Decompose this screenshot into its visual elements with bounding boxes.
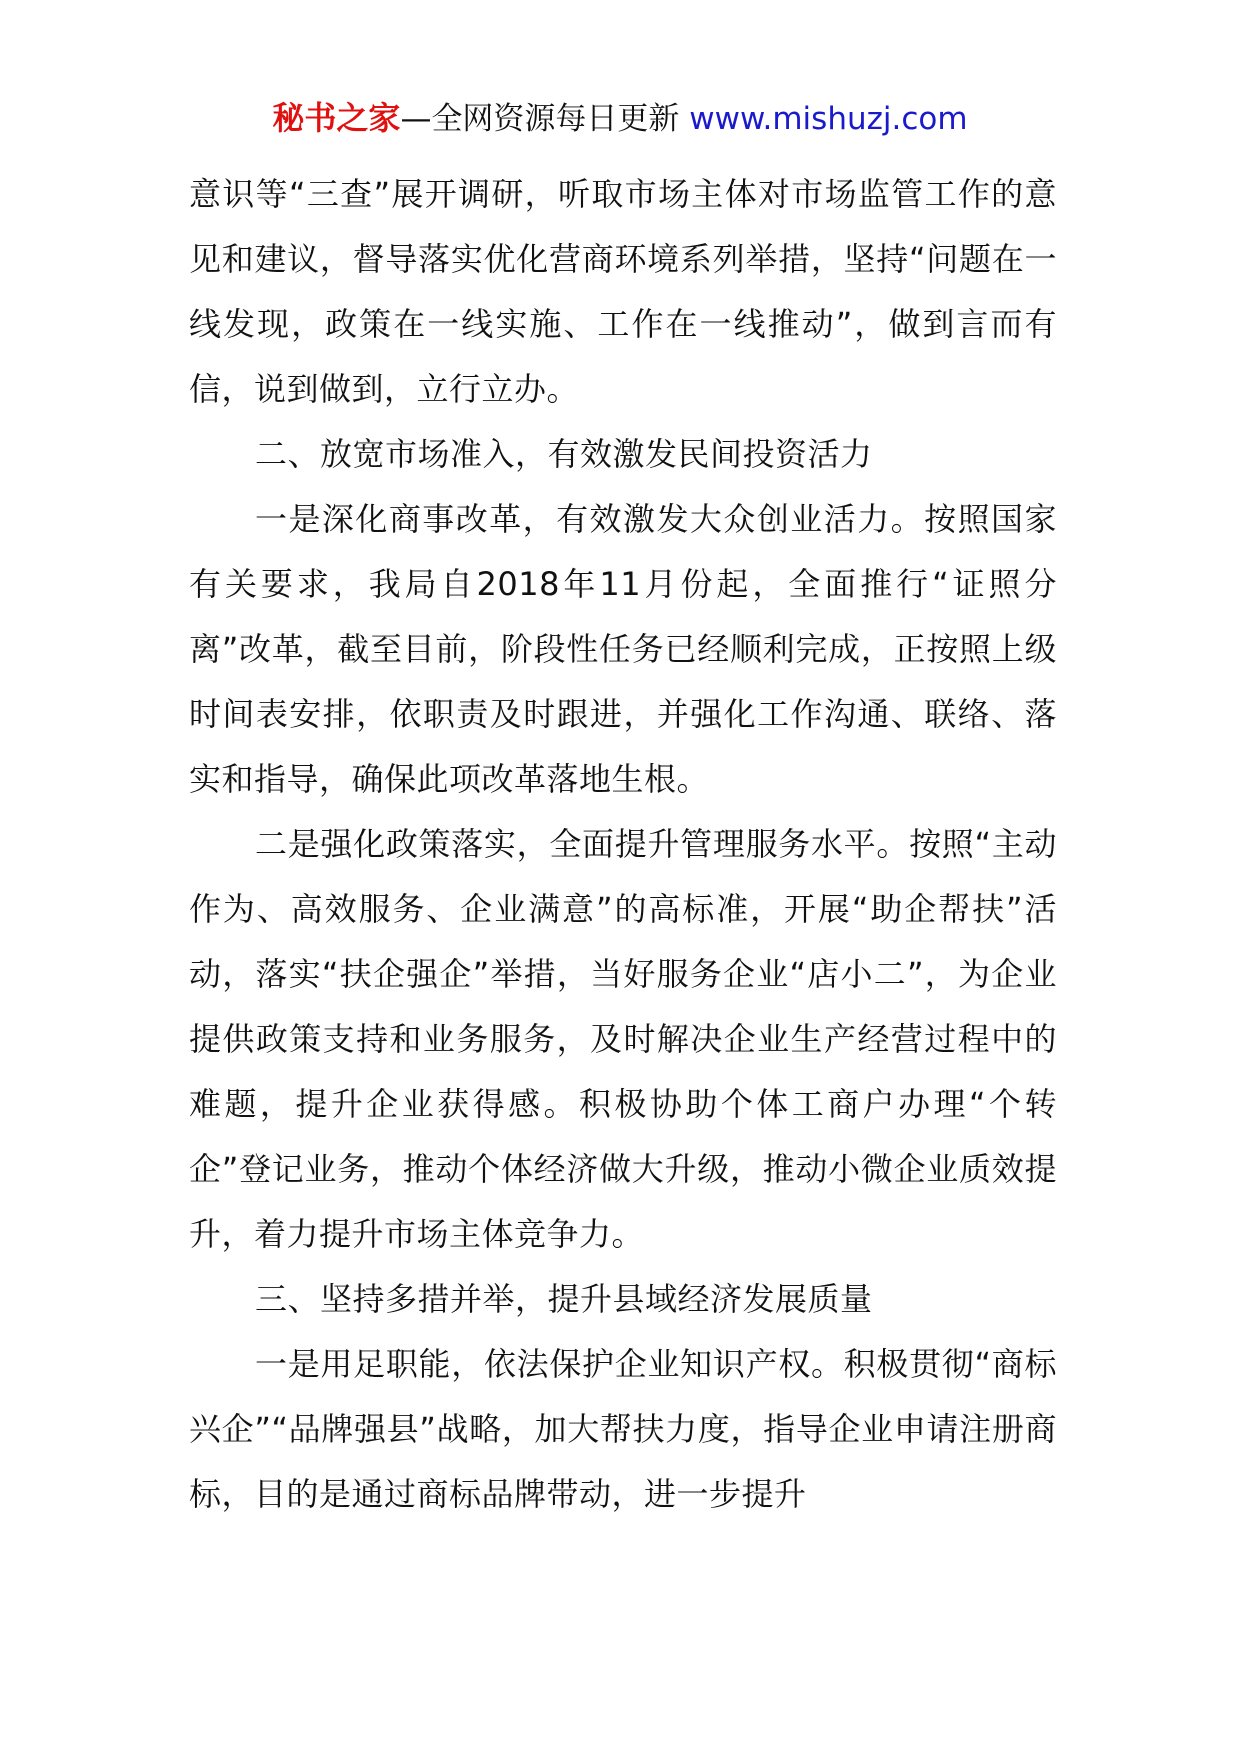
page-header [0, 96, 1240, 141]
section-heading-3: 三、坚持多措并举，提升县域经济发展质量 [255, 1280, 873, 1318]
paragraph-ip-protection: 一是用足职能，依法保护企业知识产权。积极贯彻“商标兴企”“品牌强县”战略，加大帮扶力度，指导企业申请注册商标，目的是通过商标品牌带动，进一步提升 [189, 1345, 1057, 1513]
paragraph-reform: 一是深化商事改革，有效激发大众创业活力。按照国家有关要求，我局自2018年11月份起，全面推行“证照分离”改革，截至目前，阶段性任务已经顺利完成，正按照上级时间表安排，依职责及时跟进，并强化工作沟通、联络、落实和指导，确保此项改革落地生根。 [189, 500, 1057, 798]
section-heading-2: 二、放宽市场准入，有效激发民间投资活力 [255, 435, 873, 473]
site-url-link[interactable]: www.mishuzj.com [679, 101, 968, 137]
site-brand: 秘书之家 [272, 99, 401, 137]
document-body [189, 162, 1057, 1527]
paragraph-policy: 二是强化政策落实，全面提升管理服务水平。按照“主动作为、高效服务、企业满意”的高标准，开展“助企帮扶”活动，落实“扶企强企”举措，当好服务企业“店小二”，为企业提供政策支持和业务服务，及时解决企业生产经营过程中的难题，提升企业获得感。积极协助个体工商户办理“个转企”登记业务，推动个体经济做大升级，推动小微企业质效提升，着力提升市场主体竞争力。 [189, 825, 1057, 1253]
site-slogan: —全网资源每日更新 [400, 101, 680, 137]
paragraph-continued: 意识等“三查”展开调研，听取市场主体对市场监管工作的意见和建议，督导落实优化营商环境系列举措，坚持“问题在一线发现，政策在一线实施、工作在一线推动”，做到言而有信，说到做到，立行立办。 [189, 175, 1057, 408]
